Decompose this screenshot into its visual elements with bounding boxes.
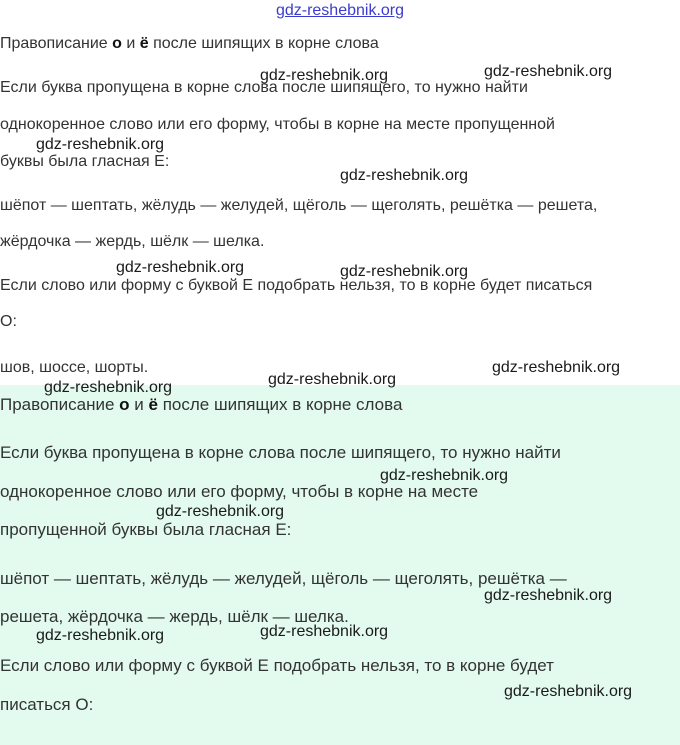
title-letter-yo: ё [148, 395, 158, 414]
title-and: и [121, 35, 140, 52]
watermark: gdz-reshebnik.org [36, 627, 165, 644]
rule-text-line: однокоренное слово или его форму, чтобы в корне на месте [0, 482, 479, 501]
watermark: gdz-reshebnik.org [492, 359, 621, 376]
watermark: gdz-reshebnik.org [116, 259, 245, 276]
watermark: gdz-reshebnik.org [340, 167, 469, 184]
watermark: gdz-reshebnik.org [44, 379, 173, 396]
watermark: gdz-reshebnik.org [340, 263, 469, 280]
rule-text-line: Если слово или форму с буквой Е подобрать нельзя, то в корне будет [0, 656, 554, 675]
rule-text-line: О: [0, 313, 17, 330]
examples-line: решета, жёрдочка — жердь, шёлк — шелка. [0, 607, 349, 626]
watermark: gdz-reshebnik.org [268, 371, 397, 388]
examples-line: шёпот — шептать, жёлудь — желудей, щёголь — щеголять, решётка — решета, [0, 197, 598, 214]
rule-title [0, 395, 402, 415]
rule-text-line: буквы была гласная Е: [0, 153, 170, 170]
watermark: gdz-reshebnik.org [260, 623, 389, 640]
title-letter-o: о [119, 395, 130, 414]
watermark: gdz-reshebnik.org [156, 503, 285, 520]
rule-text-line: однокоренное слово или его форму, чтобы в корне на месте пропущенной [0, 116, 555, 133]
watermark: gdz-reshebnik.org [36, 136, 165, 153]
examples-line: шёпот — шептать, жёлудь — желудей, щёголь — щеголять, решётка — [0, 569, 567, 588]
rule-text-line: писаться О: [0, 695, 94, 714]
examples-line: шов, шоссе, шорты. [0, 359, 149, 376]
rule-text-line: Если буква пропущена в корне слова после шипящего, то нужно найти [0, 443, 561, 462]
watermark: gdz-reshebnik.org [260, 67, 389, 84]
title-and: и [129, 395, 149, 414]
rule-text-line: Если слово или форму с буквой Е подобрать нельзя, то в корне будет писаться [0, 277, 593, 294]
title-suffix: после шипящих в корне слова [157, 395, 403, 414]
title-letter-yo: ё [139, 35, 149, 52]
watermark: gdz-reshebnik.org [484, 587, 613, 604]
rule-text-line: Если буква пропущена в корне слова после шипящего, то нужно найти [0, 79, 528, 96]
site-header-link[interactable]: gdz-reshebnik.org [275, 2, 405, 19]
title-suffix: после шипящих в корне слова [148, 35, 379, 52]
examples-line: жёрдочка — жердь, шёлк — шелка. [0, 233, 265, 250]
rule-text-line: пропущенной буквы была гласная Е: [0, 520, 292, 539]
title-letter-o: о [112, 35, 122, 52]
watermark: gdz-reshebnik.org [484, 63, 613, 80]
rule-title [0, 34, 379, 54]
title-prefix: Правописание [0, 35, 113, 52]
watermark: gdz-reshebnik.org [504, 683, 633, 700]
title-prefix: Правописание [0, 395, 120, 414]
watermark: gdz-reshebnik.org [380, 467, 509, 484]
